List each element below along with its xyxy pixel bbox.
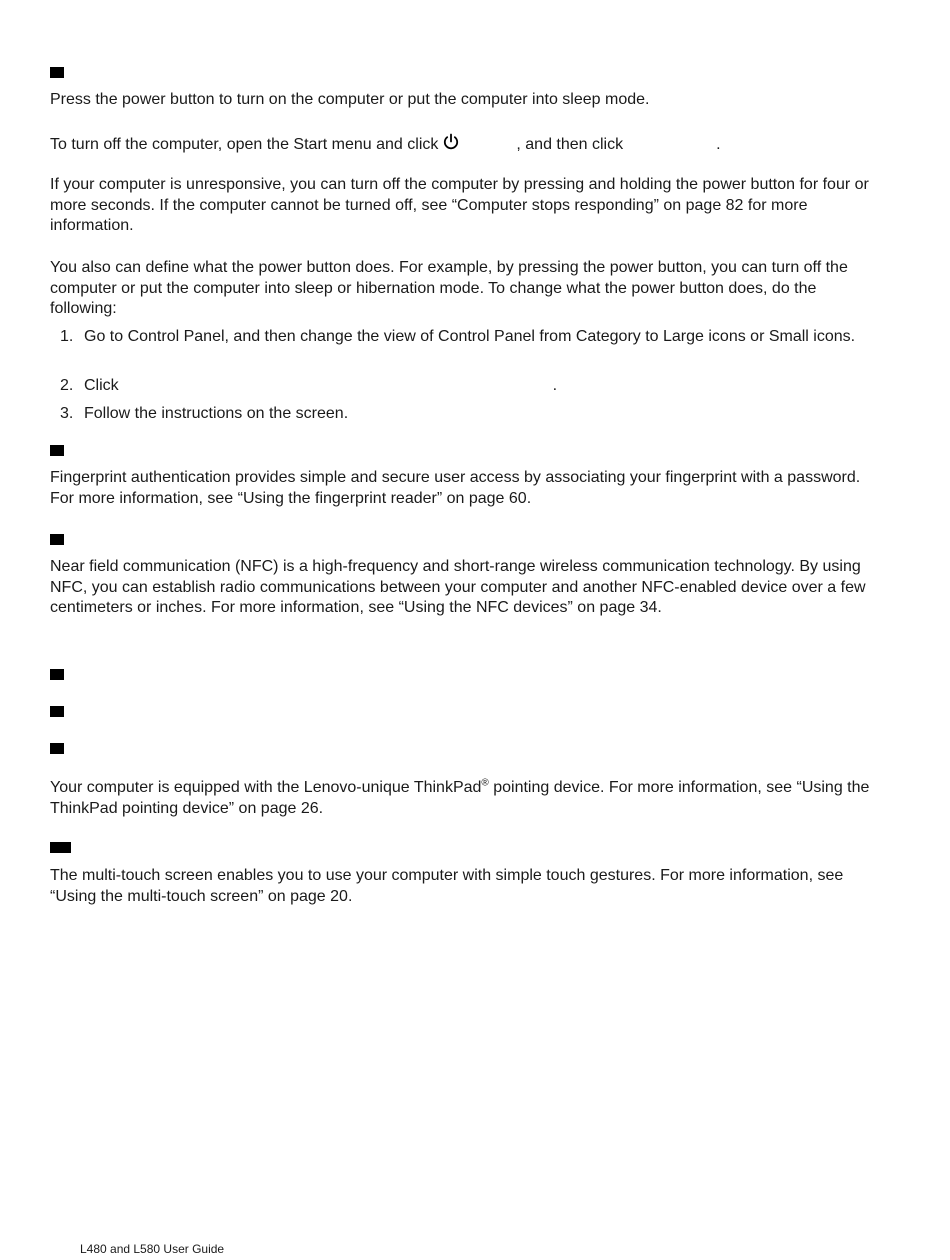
list-item-1 bbox=[60, 327, 870, 348]
list-item-3-text: Follow the instructions on the screen. bbox=[84, 405, 349, 422]
power-paragraph-2-start: To turn off the computer, open the Start menu and click bbox=[50, 136, 439, 153]
callout-marker-4 bbox=[50, 669, 64, 680]
callout-marker-7 bbox=[50, 842, 71, 853]
callout-marker-3 bbox=[50, 534, 64, 545]
power-paragraph-3: If your computer is unresponsive, you can turn off the computer by pressing and holding the power button for four or more seconds. If the computer cannot be turned off, see “Computer stops responding” on page 82 for more information. bbox=[50, 176, 869, 234]
power-paragraph-1: Press the power button to turn on the computer or put the computer into sleep mode. bbox=[50, 91, 650, 108]
list-item-3-number: 3. bbox=[60, 405, 74, 422]
pointing-paragraph-start: Your computer is equipped with the Lenovo-unique ThinkPad bbox=[50, 779, 482, 796]
callout-marker-1 bbox=[50, 67, 64, 78]
registered-mark: ® bbox=[481, 777, 489, 789]
callout-marker-2 bbox=[50, 445, 64, 456]
list-item-1-text: Go to Control Panel, and then change the view of Control Panel from Category to Large icons or Small icons. bbox=[84, 328, 856, 345]
power-paragraph-2 bbox=[50, 133, 885, 156]
page-footer: L480 and L580 User Guide bbox=[80, 1242, 225, 1256]
list-item-2 bbox=[60, 376, 870, 397]
list-item-3 bbox=[60, 404, 870, 425]
power-paragraph-4: You also can define what the power button does. For example, by pressing the power button, you can turn off the computer or put the computer into sleep or hibernation mode. To change what the power button does, do the following: bbox=[50, 259, 848, 317]
list-item-1-number: 1. bbox=[60, 328, 74, 345]
list-item-2-text: Click bbox=[84, 377, 119, 394]
touch-paragraph: The multi-touch screen enables you to use your computer with simple touch gestures. For more information, see “Using the multi-touch screen” on page 20. bbox=[50, 867, 844, 905]
pointing-paragraph bbox=[50, 778, 885, 819]
list-item-2-number: 2. bbox=[60, 377, 74, 394]
callout-marker-5 bbox=[50, 706, 64, 717]
nfc-paragraph: Near field communication (NFC) is a high-frequency and short-range wireless communication technology. By using NFC, you can establish radio communications between your computer and another NFC-enabled device over a few centimeters or inches. For more information, see “Using the NFC devices” on page 34. bbox=[50, 558, 866, 616]
pointing-paragraph-end: pointing device. For more information, see “Using the ThinkPad pointing device” on page 26. bbox=[50, 779, 870, 817]
power-paragraph-2-end: . bbox=[716, 136, 721, 153]
callout-marker-6 bbox=[50, 743, 64, 754]
fingerprint-paragraph: Fingerprint authentication provides simple and secure user access by associating your fingerprint with a password. For more information, see “Using the fingerprint reader” on page 60. bbox=[50, 469, 861, 507]
power-paragraph-2-middle: , and then click bbox=[516, 136, 624, 153]
list-item-2-end: . bbox=[552, 377, 558, 394]
power-icon bbox=[442, 133, 460, 151]
